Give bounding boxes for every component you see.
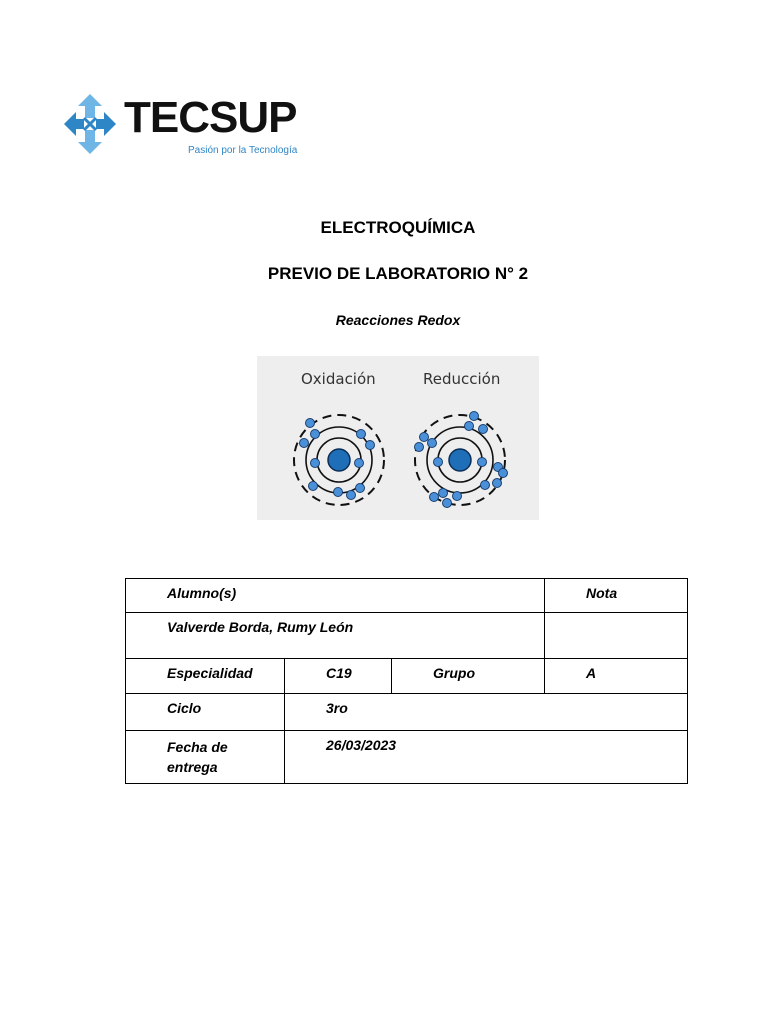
grade-value — [545, 613, 688, 659]
document-topic: Reacciones Redox — [335, 312, 461, 328]
specialty-label: Especialidad — [126, 659, 285, 694]
group-label: Grupo — [392, 659, 545, 694]
redox-illustration — [257, 356, 539, 520]
date-label: Fecha de entrega — [126, 731, 285, 784]
table-row — [126, 613, 688, 659]
student-label: Alumno(s) — [126, 579, 545, 613]
reduction-caption: Reducción — [423, 370, 501, 388]
grade-label: Nota — [545, 579, 688, 613]
document-subtitle: PREVIO DE LABORATORIO N° 2 — [267, 264, 529, 283]
reduction-atom — [415, 412, 508, 508]
group-value: A — [545, 659, 688, 694]
tecsup-emblem-icon — [62, 92, 118, 156]
tecsup-logo — [62, 90, 302, 162]
table-row — [126, 579, 688, 613]
specialty-value: C19 — [285, 659, 392, 694]
student-name: Valverde Borda, Rumy León — [126, 613, 545, 659]
oxidation-atom — [294, 415, 384, 505]
table-row — [126, 694, 688, 731]
student-info-table — [125, 578, 688, 784]
logo-wordmark: TECSUP — [124, 93, 297, 142]
date-value: 26/03/2023 — [285, 731, 688, 784]
logo-tagline: Pasión por la Tecnología — [188, 145, 298, 156]
table-row — [126, 731, 688, 784]
document-title: ELECTROQUÍMICA — [320, 218, 476, 237]
table-row — [126, 659, 688, 694]
cycle-label: Ciclo — [126, 694, 285, 731]
oxidation-caption: Oxidación — [301, 370, 376, 388]
cycle-value: 3ro — [285, 694, 688, 731]
